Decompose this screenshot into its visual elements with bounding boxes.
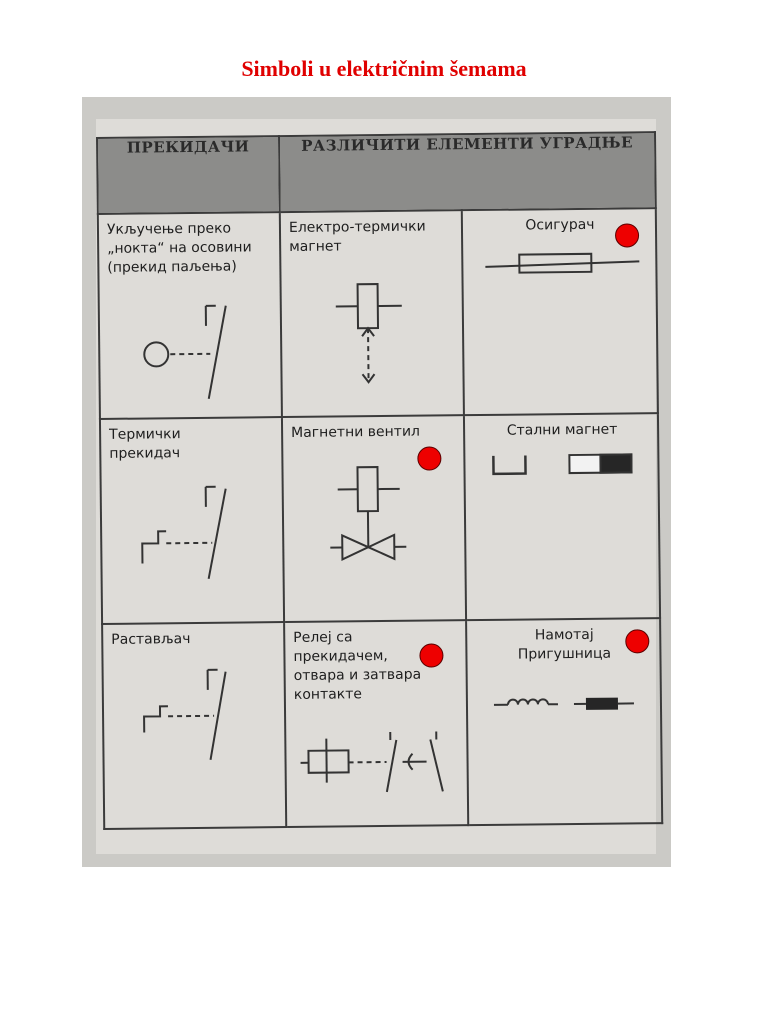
thermal-switch-symbol — [101, 418, 283, 623]
cam-switch-symbol — [99, 213, 281, 418]
red-marker-dot — [419, 643, 443, 667]
cell-coil-choke — [466, 618, 662, 825]
cell-permanent-magnet — [464, 413, 660, 620]
cell-label: Термички прекидач — [109, 426, 181, 462]
cell-label: Осигурач — [525, 216, 595, 234]
photographed-page — [82, 97, 671, 867]
permanent-magnet-symbol — [465, 414, 667, 619]
cell-label: Стални магнет — [506, 421, 618, 439]
cell-label: Растављач — [111, 631, 191, 648]
electro-thermal-magnet-symbol — [281, 211, 463, 416]
cell-label: Магнетни вентил — [291, 423, 421, 441]
document-title: Simboli u električnim šemama — [241, 56, 527, 81]
cell-electro-thermal-magnet — [280, 210, 464, 417]
cell-label: Релеј са прекидачем, отвара и затвара контакте — [293, 629, 422, 703]
magnetic-valve-symbol — [283, 416, 465, 621]
cell-thermal-switch — [100, 417, 284, 624]
cell-disconnector — [102, 622, 286, 829]
disconnector-symbol — [103, 623, 285, 828]
red-marker-dot — [615, 223, 639, 247]
cell-cam-switch — [98, 212, 282, 419]
header-switches: ПРЕКИДАЧИ — [97, 136, 280, 214]
cell-label: Електро-термички магнет — [288, 218, 426, 255]
red-marker-dot — [625, 629, 649, 653]
red-marker-dot — [417, 446, 441, 470]
symbol-sheet — [96, 119, 656, 854]
cell-label: Укључење преко „нокта“ на осовини (прекид паљења) — [106, 220, 252, 276]
cell-fuse — [462, 208, 658, 415]
table-row — [100, 413, 660, 624]
header-various-elements: РАЗЛИЧИТИ ЕЛЕМЕНТИ УГРАДЊЕ — [279, 132, 656, 212]
table-header-row — [97, 132, 656, 214]
symbol-table — [96, 131, 663, 830]
table-row — [102, 618, 662, 829]
cell-relay-with-switch — [284, 620, 468, 827]
table-row — [98, 208, 658, 419]
cell-magnetic-valve — [282, 415, 466, 622]
cell-label: Намотај Пригушница — [517, 626, 612, 663]
